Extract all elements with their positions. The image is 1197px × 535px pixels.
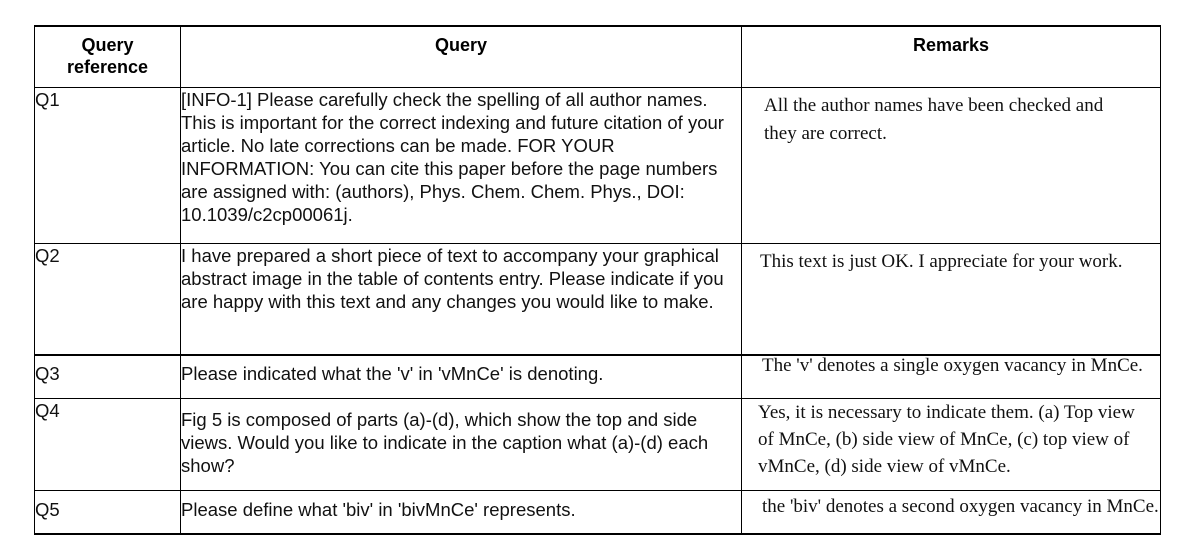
table-row (35, 399, 1161, 491)
remark-line: the 'biv' denotes a second oxygen vacancy in MnCe. (762, 496, 1159, 517)
remark-line: Yes, it is necessary to indicate them. (a) Top view (758, 402, 1135, 423)
query-ref: Q3 (35, 355, 181, 399)
remark-cell (742, 491, 1161, 535)
remark-cell (742, 399, 1161, 491)
remark-line: of MnCe, (b) side view of MnCe, (c) top view of (758, 429, 1130, 450)
remark-line: vMnCe, (d) side view of vMnCe. (758, 456, 1011, 477)
query-text: Fig 5 is composed of parts (a)-(d), which show the top and side views. Would you like to indicate in the caption what (a)-(d) each show? (181, 399, 742, 491)
remark-line: All the author names have been checked and (764, 95, 1104, 116)
table-row (35, 88, 1161, 244)
table-row (35, 244, 1161, 356)
query-table (34, 25, 1161, 535)
remark-line: This text is just OK. I appreciate for your work. (760, 251, 1123, 272)
header-query-reference: Query reference (35, 26, 181, 88)
header-query: Query (181, 26, 742, 88)
remark-line: The 'v' denotes a single oxygen vacancy in MnCe. (762, 355, 1143, 376)
query-ref: Q5 (35, 491, 181, 535)
query-text: [INFO-1] Please carefully check the spelling of all author names. This is important for the correct indexing and future citation of your article. No late corrections can be made. FOR YOUR INFORMATION: You can cite this paper before the page numbers are assigned with: (authors), Phys. Chem. Chem. Phys., DOI: 10.1039/c2cp00061j. (181, 88, 742, 244)
query-text: Please indicated what the 'v' in 'vMnCe' is denoting. (181, 355, 742, 399)
query-text: Please define what 'biv' in 'bivMnCe' represents. (181, 491, 742, 535)
remark-cell (742, 88, 1161, 244)
query-ref: Q4 (35, 399, 181, 491)
remark-cell (742, 244, 1161, 356)
query-ref: Q2 (35, 244, 181, 356)
table-row (35, 355, 1161, 399)
query-text: I have prepared a short piece of text to accompany your graphical abstract image in the table of contents entry. Please indicate if you are happy with this text and any changes you would like to make. (181, 244, 742, 356)
header-row (35, 26, 1161, 88)
query-ref: Q1 (35, 88, 181, 244)
table-row (35, 491, 1161, 535)
header-remarks: Remarks (742, 26, 1161, 88)
remark-line: they are correct. (764, 123, 887, 144)
remark-cell (742, 355, 1161, 399)
